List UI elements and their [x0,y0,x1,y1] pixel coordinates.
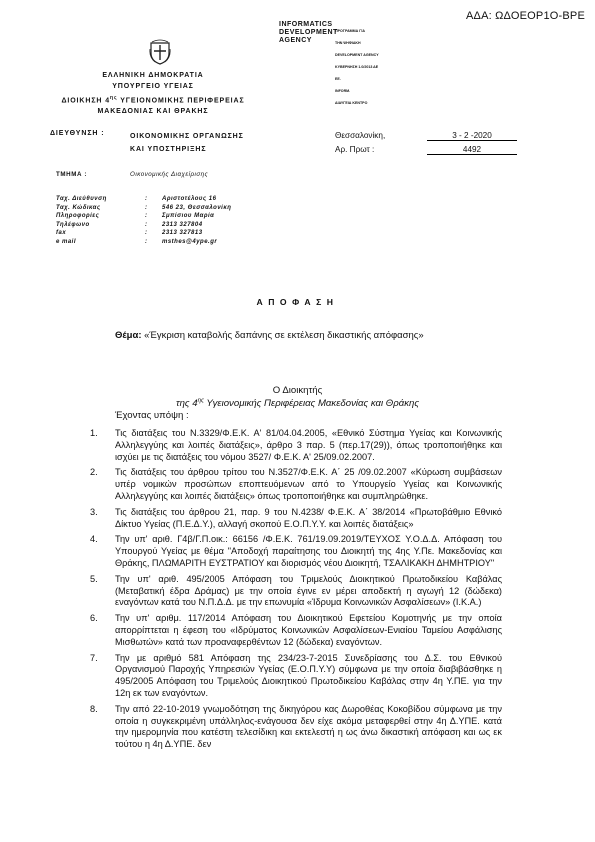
item-number: 7. [90,652,98,663]
city-label: Θεσσαλονίκη, [335,131,386,140]
item-text: Τις διατάξεις του άρθρου τρίτου του Ν.3527/Φ.Ε.Κ. Α΄ 25 /09.02.2007 «Κύρωση συμβάσεων υπέρ νομικών προσώπων εποπτευόμενων από το Υπουργείο Υγείας και Κοινωνικής Αλληλεγγύης και λοιπές διατάξεις» όπως τροποποιήθηκε και συμπληρώθηκε. [115,467,502,501]
item-number: 8. [90,703,98,714]
agency-small-line: DEVELOPMENT AGENCY [335,53,379,57]
contact-value: 2313 327804 [162,221,203,228]
agency-small-line: ΚΥΒΕΡΝΗΣΗ 1.0/2013 ΔΕ [335,65,379,69]
considerations-list [90,428,502,755]
region-part: Υγειονομικής Περιφέρειας Μακεδονίας και Θράκης [203,398,419,410]
contact-value: 546 23, Θεσσαλονίκη [162,204,232,211]
list-item [90,534,502,569]
agency-small-line: INFORM. [335,89,351,93]
agency-small-line: ΠΡΟΓΡΑΜΜΑ ΓΙΑ [335,29,366,33]
list-item [90,428,502,463]
contact-value: 2313 327813 [162,230,203,237]
contact-label: fax [56,230,67,237]
contact-row: fax : 2313 327813 [56,229,231,238]
item-text: Τις διατάξεις του Ν.3329/Φ.Ε.Κ. Α' 81/04.04.2005, «Εθνικό Σύστημα Υγείας και Κοινωνικής Αλληλεγγύης και λοιπές διατάξεις», άρθρο 3 παρ. 5 (περ.17(29)), όπως τροποποιήθηκε και ισχύει με τις διατάξεις του νόμου 3527/ Φ.Ε.Κ. Α' 25/09.02.2007. [115,428,502,462]
item-text: Την με αριθμό 581 Απόφαση της 234/23-7-2015 Συνεδρίασης του Δ.Σ. του Εθνικού Οργανισμού Παροχής Υπηρεσιών Υγείας (Ε.Ο.Π.Υ.Υ) σύμφωνα με την οποία διαβιβάσθηκε η 495/2005 Απόφαση του Τριμελούς Διοικητικού Πρωτοδικείου Καβάλας στην 4η Υ.ΠΕ. για την 12η εκ των εναγόντων. [115,652,502,698]
subject-label: Θέμα: [115,330,142,341]
contact-value: msthes@4ype.gr [162,238,218,245]
director-title: Ο Διοικητής [272,385,323,396]
greek-emblem-icon [149,39,171,65]
issuer-header [28,71,278,118]
department-value: Οικονομικής Διαχείρισης [130,171,209,178]
list-item [90,653,502,700]
decision-title: ΑΠΟΦΑΣΗ [256,297,339,307]
contact-label: Τηλέφωνο [56,221,90,228]
contact-row: Ταχ. Κώδικας : 546 23, Θεσσαλονίκη [56,204,232,211]
agency-line: INFORMATICS [279,21,333,28]
agency-logo-text [279,21,338,45]
item-text: Τις διατάξεις του άρθρου 21, παρ. 9 του Ν.4238/ Φ.Ε.Κ. Α΄ 38/2014 «Πρωτοβάθμιο Εθνικό Δίκτυο Υγείας (Π.Ε.Δ.Υ.), αλλαγή σκοπού Ε.Ο.Π.Υ.Υ. και λοιπές διατάξεις» [115,506,502,529]
agency-small-line: ΔΙΑΥΓΕΙΑ ΚΕΝΤΡΟ [335,101,368,105]
list-item [90,467,502,502]
header-line: ΥΠΟΥΡΓΕΙΟ ΥΓΕΙΑΣ [112,82,194,90]
subject-text: «Έγκριση καταβολής δαπάνης σε εκτέλεση δικαστικής απόφασης» [141,330,424,341]
list-item [90,613,502,648]
contact-details [56,195,231,247]
agency-logo-smallprint [335,21,379,109]
item-number: 1. [90,428,98,438]
agency-small-line: ΤΗΝ ΨΗΦΙΑΚΗ [335,41,361,45]
header-line-part: ΥΓΕΙΟΝΟΜΙΚΗΣ ΠΕΡΙΦΕΡΕΙΑΣ [117,96,245,104]
list-item [90,574,502,609]
agency-line: DEVELOPMENT [279,29,338,36]
item-number: 5. [90,573,98,584]
protocol-number: 4492 [427,145,517,155]
department-label: ΤΜΗΜΑ : [56,171,88,178]
directorate-value [130,130,244,156]
directorate-line: ΚΑΙ ΥΠΟΣΤΗΡΙΞΗΣ [130,146,207,153]
contact-row: Πληροφορίες : Σμπίσιου Μαρία [56,212,231,221]
contact-label: Ταχ. Διεύθυνση [56,196,107,202]
region-part: της 4 [176,398,198,410]
directorate-line: ΟΙΚΟΝΟΜΙΚΗΣ ΟΡΓΑΝΩΣΗΣ [130,133,244,140]
contact-row: Τηλέφωνο : 2313 327804 [56,221,231,230]
issue-date: 3 - 2 -2020 [427,131,517,141]
contact-row: e mail : msthes@4ype.gr [56,238,231,247]
header-line: ΕΛΛΗΝΙΚΗ ΔΗΜΟΚΡΑΤΙΑ [102,72,204,79]
header-line: ΜΑΚΕΔΟΝΙΑΣ ΚΑΙ ΘΡΑΚΗΣ [97,107,209,115]
list-item [90,507,502,531]
item-number: 4. [90,534,98,545]
directorate-label: ΔΙΕΥΘΥΝΣΗ : [50,130,105,137]
item-number: 2. [90,467,98,478]
subject-line [115,330,424,341]
contact-row: Ταχ. Διεύθυνση : Αριστοτέλους 16 [56,195,231,204]
item-text: Την από 22-10-2019 γνωμοδότηση της δικηγόρου κας Δωροθέας Κοκοβίδου σύμφωνα με την οποία η συγκεκριμένη υπάλληλος-ενάγουσα δεν είχε ακόμα μεταφερθεί στην 4η Δ.ΥΠΕ. κατά την ημερομηνία που κατέστη τελεσίδικη και εκτελεστή η ως άνω δικαστική απόφαση και ως εκ τούτου η 4η Δ.ΥΠΕ. δεν [115,703,502,750]
header-line-sup: ης [110,94,118,101]
list-item [90,704,502,751]
considering-heading: Έχοντας υπόψη : [115,410,189,421]
item-text: Την υπ' αριθ. 495/2005 Απόφαση του Τριμελούς Διοικητικού Πρωτοδικείου Καβάλας (Μεταβατική έδρα Δράμας) με την οποία έγινε εν μέρει αποδεκτή η αγωγή 12 (δώδεκα) εναγόντων κατά του Ν.Π.Δ.Δ. με την επωνυμία «Ίδρυμα Κοινωνικών Ασφαλίσεων» (Ι.Κ.Α.) [115,573,502,608]
contact-value: Αριστοτέλους 16 [162,196,217,202]
contact-label: Ταχ. Κώδικας [56,204,101,211]
ada-code: ΑΔΑ: ΩΔΟΕΟΡ1Ο-ΒΡΕ [465,10,585,22]
contact-label: Πληροφορίες [56,213,100,220]
header-line-part: ΔΙΟΙΚΗΣΗ 4 [61,96,111,104]
item-number: 6. [90,613,98,624]
agency-small-line: ΕΕ. [335,77,341,81]
item-text: Την υπ' αριθ. Γ4β/Γ.Π.οικ.: 66156 /Φ.Ε.Κ. 761/19.09.2019/ΤΕΥΧΟΣ Υ.Ο.Δ.Δ. Απόφαση του Υπουργού Υγείας με θέμα "Αποδοχή παραίτησης του Διοικητή της 4ης Υ.Πε. Μακεδονίας και Θράκης, ΠΛΩΜΑΡΙΤΗ ΕΥΣΤΡΑΤΙΟΥ και διορισμός νέου Διοικητή, ΤΣΑΛΙΚΑΚΗ ΔΗΜΗΤΡΙΟΥ" [115,534,502,568]
contact-label: e mail [56,238,77,245]
contact-value: Σμπίσιου Μαρία [162,213,215,220]
item-text: Την υπ' αριθμ. 117/2014 Απόφαση του Διοικητικού Εφετείου Κομοτηνής με την οποία απορρίπτεται η έφεση του «Ιδρύματος Κοινωνικών Ασφαλίσεων-Ενιαίου Ταμείου Ασφάλισης Μισθωτών» κατά των προαναφερθέντων 12 (δώδεκα) εναγόντων. [115,613,502,647]
protocol-label: Αρ. Πρωτ : [335,145,375,154]
header-line [28,93,278,107]
agency-line: AGENCY [279,37,312,44]
item-number: 3. [90,506,98,517]
director-region [0,398,595,409]
region-sup: ης [197,398,204,404]
